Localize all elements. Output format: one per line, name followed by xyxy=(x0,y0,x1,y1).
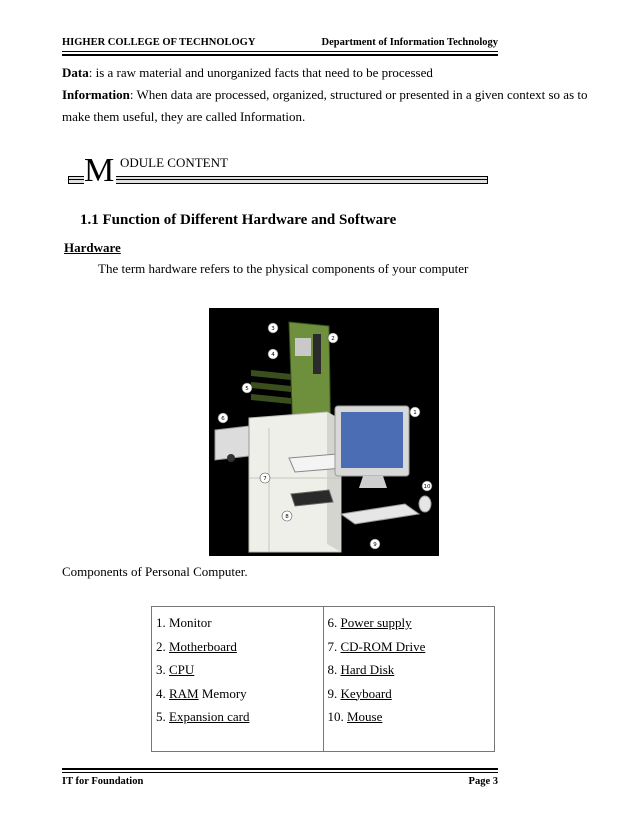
information-definition xyxy=(62,84,602,128)
hardware-subheading: Hardware xyxy=(64,240,121,255)
pc-components-figure xyxy=(209,308,439,556)
power-supply-link[interactable]: Power supply xyxy=(340,615,412,630)
component-item: 9. Keyboard xyxy=(327,685,392,701)
component-item: 8. Hard Disk xyxy=(327,662,395,677)
keyboard-link[interactable]: Keyboard xyxy=(340,685,392,701)
component-item: 3. CPU xyxy=(156,662,195,677)
expansion-card-link[interactable]: Expansion card xyxy=(169,709,250,724)
header-rule-thick xyxy=(62,54,498,56)
data-definition xyxy=(62,62,602,84)
header-college: HIGHER COLLEGE OF TECHNOLOGY xyxy=(62,37,256,48)
callout-6: 6 xyxy=(221,416,225,422)
callout-4: 4 xyxy=(271,352,275,358)
module-bar xyxy=(68,176,488,184)
information-term: Information xyxy=(62,87,130,102)
information-def-text: : When data are processed, organized, structured or presented in a given context so as to make them useful, they are called Information. xyxy=(62,87,588,124)
section-heading: 1.1 Function of Different Hardware and Software xyxy=(80,212,397,228)
module-title: ODULE CONTENT xyxy=(120,155,228,170)
header-department: Department of Information Technology xyxy=(321,37,498,48)
callout-2: 2 xyxy=(331,336,335,342)
cpu-link[interactable]: CPU xyxy=(169,662,195,677)
motherboard-link[interactable]: Motherboard xyxy=(169,638,237,654)
hardware-description: The term hardware refers to the physical components of your computer xyxy=(98,261,469,276)
page-number: Page 3 xyxy=(468,776,498,787)
component-item: 4. RAM Memory xyxy=(156,685,247,701)
callout-8: 8 xyxy=(285,514,289,520)
module-content-banner xyxy=(68,150,488,190)
component-item: 6. Power supply xyxy=(327,615,412,630)
component-name: Monitor xyxy=(169,615,212,630)
hard-disk-link[interactable]: Hard Disk xyxy=(340,662,395,677)
components-table xyxy=(151,606,495,752)
components-left-column xyxy=(152,607,324,752)
cd-rom-drive-link[interactable]: CD-ROM Drive xyxy=(340,638,426,654)
callout-5: 5 xyxy=(245,386,249,392)
component-item: 1. Monitor xyxy=(156,615,212,630)
callout-3: 3 xyxy=(271,326,275,332)
callout-9: 9 xyxy=(373,542,377,548)
component-item: 10. Mouse xyxy=(327,709,383,724)
callout-7: 7 xyxy=(263,476,267,482)
footer-rule xyxy=(62,772,498,773)
components-right-column xyxy=(323,607,495,752)
component-item: 2. Motherboard xyxy=(156,638,237,654)
callout-1: 1 xyxy=(413,410,417,416)
component-item: 7. CD-ROM Drive xyxy=(327,638,426,654)
module-initial: M xyxy=(84,152,115,189)
data-term: Data xyxy=(62,65,89,80)
mouse-link[interactable]: Mouse xyxy=(347,709,383,724)
footer-rule-thick xyxy=(62,768,498,770)
pc-components-illustration xyxy=(209,308,439,556)
data-def-text: : is a raw material and unorganized facts that need to be processed xyxy=(88,65,433,80)
component-item: 5. Expansion card xyxy=(156,709,250,724)
callout-10: 10 xyxy=(423,484,431,490)
ram-link[interactable]: RAM xyxy=(169,685,199,701)
header-rule xyxy=(62,51,498,52)
figure-caption: Components of Personal Computer. xyxy=(62,564,248,579)
footer-course: IT for Foundation xyxy=(62,776,144,787)
